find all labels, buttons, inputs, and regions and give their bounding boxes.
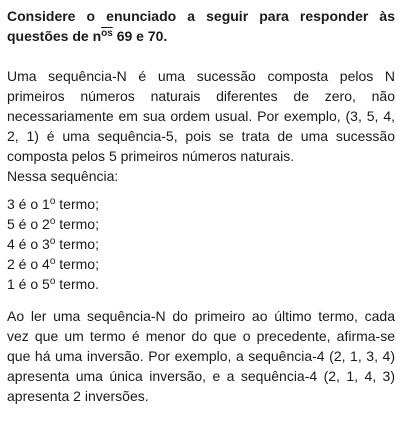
term-text: 3 é o 1: [7, 196, 50, 212]
term-item: [7, 214, 395, 234]
term-item: [7, 234, 395, 254]
term-text: 4 é o 3: [7, 236, 50, 252]
term-suffix: termo;: [55, 236, 99, 252]
question-heading: [7, 6, 395, 46]
term-suffix: termo;: [55, 216, 99, 232]
term-item: [7, 274, 395, 294]
inversion-paragraph: Ao ler uma sequência-N do primeiro ao último termo, cada vez que um termo é menor do que o precedente, afirma-se que há uma inversão. Por exemplo, a sequência-4 (2, 1, 3, 4) apresenta uma única inversão, e a sequência-4 (2, 1, 4, 3) apresenta 2 inversões.: [7, 308, 395, 404]
term-text: 1 é o 5: [7, 276, 50, 292]
term-suffix: termo;: [55, 196, 99, 212]
term-suffix: termo;: [55, 256, 99, 272]
sequence-intro: Nessa sequência:: [7, 168, 119, 184]
term-item: [7, 254, 395, 274]
term-ordinal: o: [49, 196, 56, 207]
term-ordinal: o: [49, 216, 56, 227]
term-ordinal: o: [49, 276, 56, 287]
heading-superscript: os: [101, 28, 113, 39]
definition-paragraph: Uma sequência-N é uma sucessão composta pelos N primeiros números naturais diferentes de zero, não necessariamente em sua ordem usual. Por exemplo, (3, 5, 4, 2, 1) é uma sequência-5, pois se trata de uma sucessão composta pelos 5 primeiros números naturais.: [7, 68, 395, 164]
term-text: 2 é o 4: [7, 256, 50, 272]
heading-text-before: Considere o enunciado a seguir para responder às questões de n: [7, 8, 395, 44]
term-text: 5 é o 2: [7, 216, 50, 232]
term-ordinal: o: [49, 236, 56, 247]
terms-list: [7, 194, 395, 294]
term-suffix: termo.: [55, 276, 99, 292]
term-item: [7, 194, 395, 214]
term-ordinal: o: [49, 256, 56, 267]
heading-text-after: 69 e 70.: [112, 28, 168, 44]
